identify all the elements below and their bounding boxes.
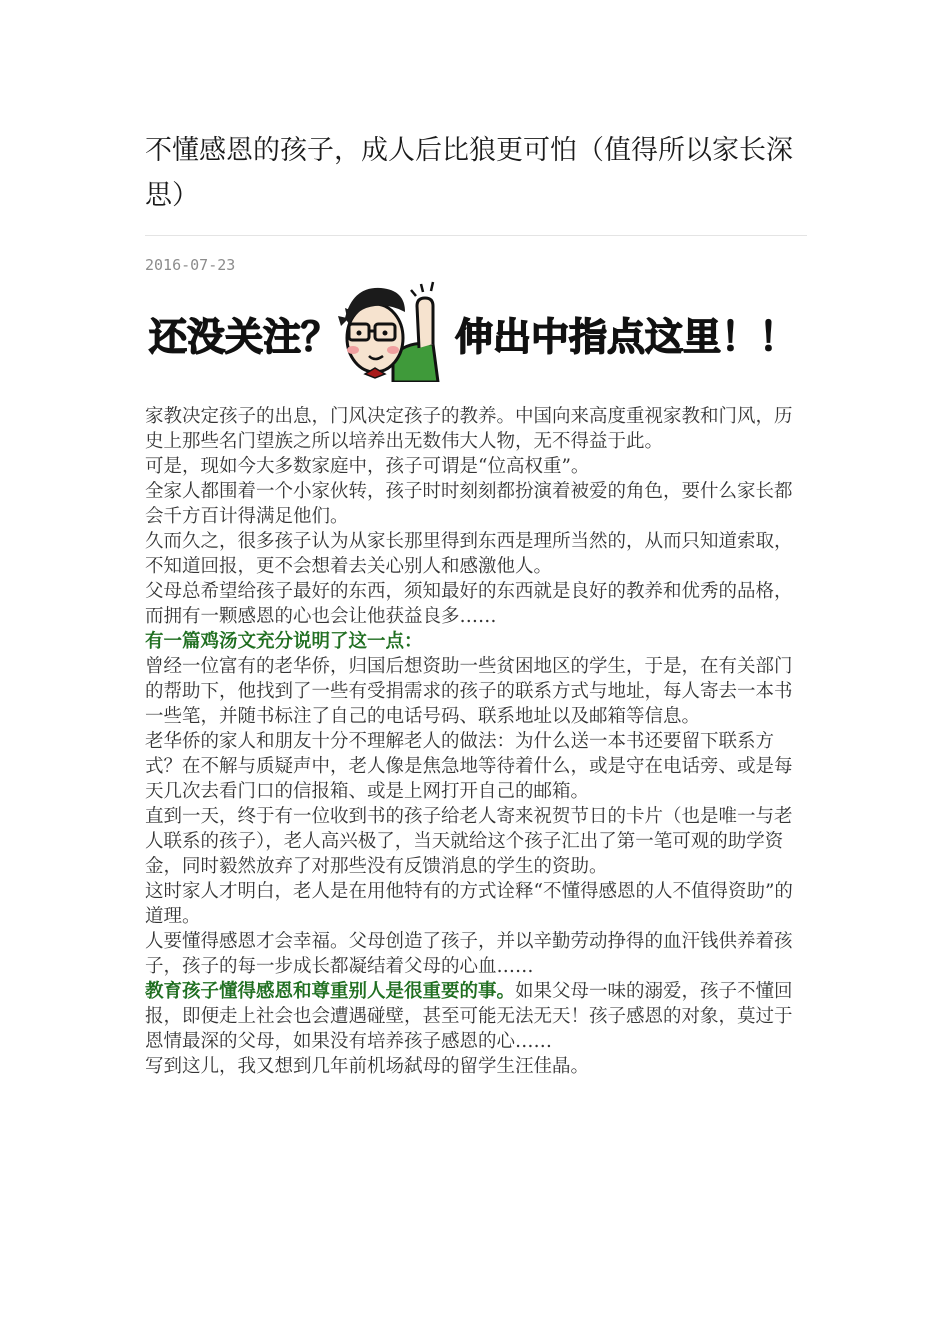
publish-date: 2016-07-23 [145,256,236,274]
title-divider [145,235,807,236]
paragraph-text: 如果父母一味的溺爱，孩子不懂回报，即便走上社会也会遭遇碰壁，甚至可能无法无天！孩子感恩的对象，莫过于恩情最深的父母，如果没有培养孩子感恩的心…… [145,981,793,1052]
paragraph: 久而久之，很多孩子认为从家长那里得到东西是理所当然的，从而只知道索取，不知道回报，更不会想着去关心别人和感激他人。 [145,531,793,577]
article-body [145,404,810,1079]
paragraph: 可是，现如今大多数家庭中，孩子可谓是“位高权重”。 [145,456,590,477]
paragraph: 直到一天，终于有一位收到书的孩子给老人寄来祝贺节日的卡片（也是唯一与老人联系的孩子），老人高兴极了，当天就给这个孩子汇出了第一笔可观的助学资金，同时毅然放弃了对那些没有反馈消息的学生的资助。 [145,806,793,877]
paragraph: 老华侨的家人和朋友十分不理解老人的做法：为什么送一本书还要留下联系方式？在不解与质疑声中，老人像是焦急地等待着什么，或是守在电话旁、或是每天几次去看门口的信报箱、或是上网打开自己的邮箱。 [145,731,793,802]
paragraph: 家教决定孩子的出息，门风决定孩子的教养。中国向来高度重视家教和门风，历史上那些名门望族之所以培养出无数伟大人物，无不得益于此。 [145,406,793,452]
paragraph: 人要懂得感恩才会幸福。父母创造了孩子，并以辛勤劳动挣得的血汗钱供养着孩子，孩子的每一步成长都凝结着父母的心血…… [145,931,793,977]
banner-right-text: 伸出中指点这里！！ [455,315,798,359]
article-title: 不懂感恩的孩子，成人后比狼更可怕（值得所以家长深思） [145,135,793,211]
paragraph: 全家人都围着一个小家伙转，孩子时时刻刻都扮演着被爱的角色，要什么家长都会千方百计得满足他们。 [145,481,793,527]
paragraph: 曾经一位富有的老华侨，归国后想资助一些贫困地区的学生，于是，在有关部门的帮助下，他找到了一些有受捐需求的孩子的联系方式与地址，每人寄去一本书一些笔，并随书标注了自己的电话号码、联系地址以及邮箱等信息。 [145,656,793,727]
cartoon-character-illustration [338,282,438,382]
paragraph [145,979,810,1054]
paragraph: 这时家人才明白，老人是在用他特有的方式诠释“不懂得感恩的人不值得资助”的道理。 [145,881,793,927]
highlight-sentence: 教育孩子懂得感恩和尊重别人是很重要的事。 [145,981,516,1002]
follow-banner-image[interactable] [143,278,805,382]
highlight-heading: 有一篇鸡汤文充分说明了这一点： [145,631,423,652]
paragraph: 写到这儿，我又想到几年前机场弑母的留学生汪佳晶。 [145,1056,590,1077]
paragraph: 父母总希望给孩子最好的东西，须知最好的东西就是良好的教养和优秀的品格，而拥有一颗感恩的心也会让他获益良多…… [145,581,793,627]
banner-left-text: 还没关注？ [149,315,340,359]
